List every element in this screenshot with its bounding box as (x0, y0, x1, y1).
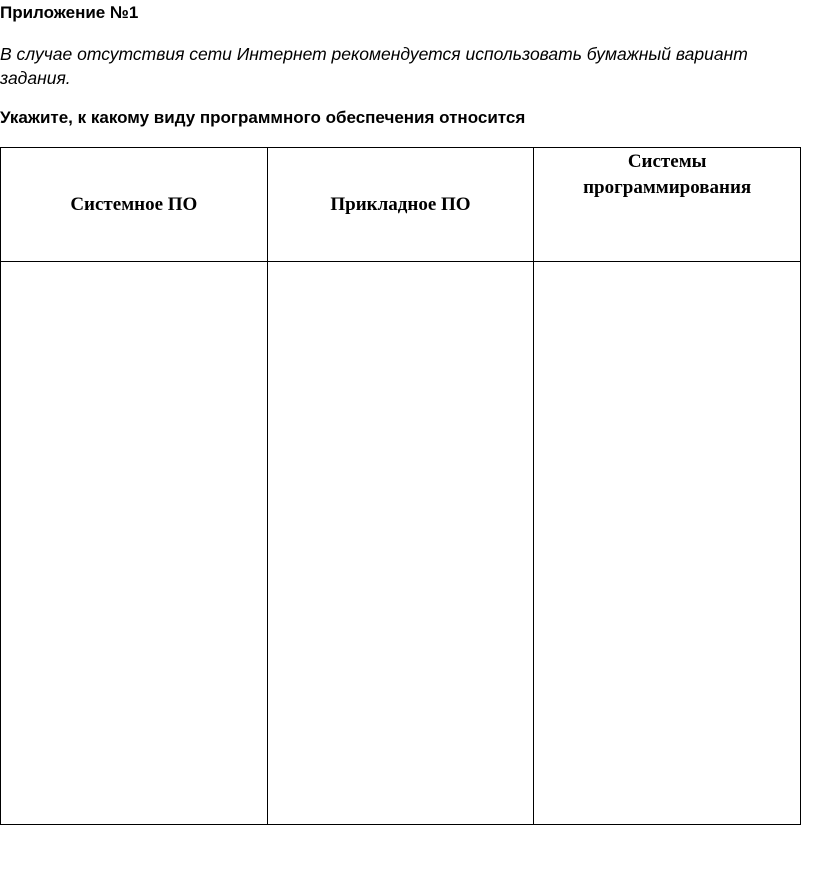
answer-cell-application-software[interactable] (267, 262, 534, 825)
answer-cell-programming-systems[interactable] (534, 262, 801, 825)
appendix-title: Приложение №1 (0, 3, 139, 22)
table-header-row (1, 148, 801, 262)
task-prompt: Укажите, к какому виду программного обеспечения относится (0, 108, 526, 127)
answer-cell-system-software[interactable] (1, 262, 268, 825)
header-label-system-software: Системное ПО (70, 193, 198, 215)
header-cell-system-software (1, 148, 268, 262)
classification-table (0, 147, 801, 825)
header-cell-programming-systems (534, 148, 801, 262)
header-cell-application-software (267, 148, 534, 262)
offline-note: В случае отсутствия сети Интернет рекомендуется использовать бумажный вариант задания. (0, 44, 748, 88)
answer-row (1, 262, 801, 825)
header-label-application-software: Прикладное ПО (330, 193, 471, 215)
header-label-programming-systems: Системы программирования (583, 151, 752, 198)
